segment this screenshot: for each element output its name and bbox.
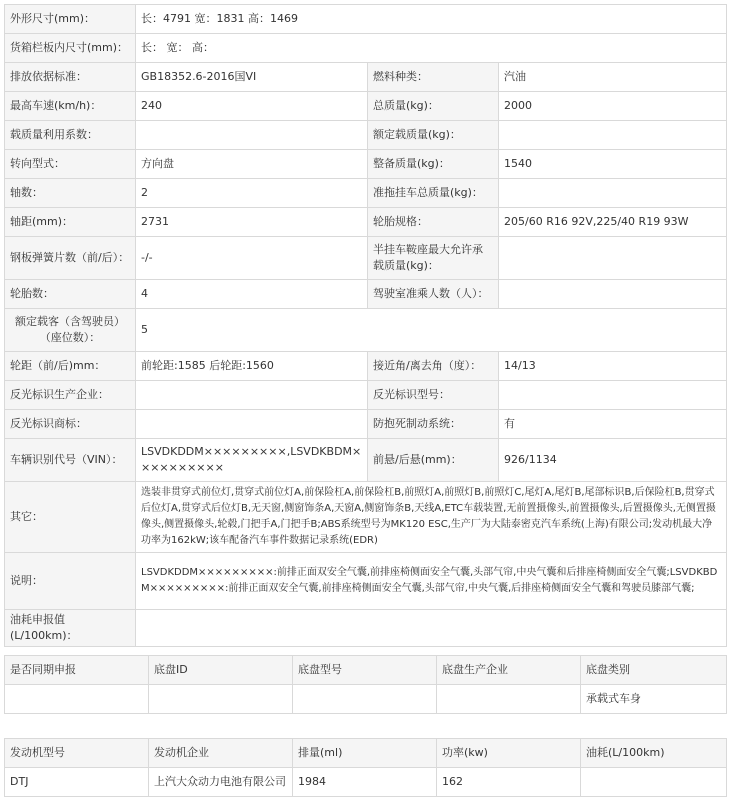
seats-value: 5: [136, 309, 727, 352]
saddle-label: 半挂车鞍座最大允许承载质量(kg)：: [368, 237, 499, 280]
overhang-value: 926/1134: [499, 439, 727, 482]
reflmodel-value: [499, 381, 727, 410]
spec-row-note: [5, 553, 727, 610]
ratedload-value: [499, 121, 727, 150]
loadutil-value: [136, 121, 368, 150]
vin-value: LSVDKDDM×××××××××,LSVDKBDM××××××××××: [136, 439, 368, 482]
chassis-header-id: 底盘ID: [149, 656, 293, 685]
spec-row-reflbrand: [5, 410, 727, 439]
tirecount-label: 轮胎数：: [5, 280, 136, 309]
cab-value: [499, 280, 727, 309]
spec-row-wheelbase: [5, 208, 727, 237]
track-label: 轮距（前/后)mm：: [5, 352, 136, 381]
engine-cell-displacement: 1984: [293, 768, 437, 797]
chassis-cell-id: [149, 685, 293, 714]
cargo-value: 长： 宽： 高：: [136, 34, 727, 63]
seats-label: 额定载客（含驾驶员）（座位数）：: [5, 309, 136, 352]
chassis-table: [4, 655, 727, 714]
overhang-label: 前悬/后悬(mm)：: [368, 439, 499, 482]
axles-value: 2: [136, 179, 368, 208]
engine-header-row: [5, 739, 727, 768]
fuelcons-label: 油耗申报值(L/100km)：: [5, 610, 136, 647]
engine-header-fuel: 油耗(L/100km): [581, 739, 727, 768]
spec-row-fuelcons: [5, 610, 727, 647]
engine-cell-maker: 上汽大众动力电池有限公司: [149, 768, 293, 797]
chassis-header-maker: 底盘生产企业: [437, 656, 581, 685]
engine-cell-power: 162: [437, 768, 581, 797]
spec-row-tirecount: [5, 280, 727, 309]
other-label: 其它：: [5, 482, 136, 553]
spec-row-track: [5, 352, 727, 381]
curbmass-value: 1540: [499, 150, 727, 179]
tire-label: 轮胎规格：: [368, 208, 499, 237]
cab-label: 驾驶室准乘人数（人）：: [368, 280, 499, 309]
chassis-header-type: 底盘类别: [581, 656, 727, 685]
axles-label: 轴数：: [5, 179, 136, 208]
spring-label: 钢板弹簧片数（前/后）：: [5, 237, 136, 280]
engine-table: [4, 738, 727, 797]
size-value: 长：4791 宽：1831 高：1469: [136, 5, 727, 34]
tire-value: 205/60 R16 92V,225/40 R19 93W: [499, 208, 727, 237]
angle-value: 14/13: [499, 352, 727, 381]
spec-row-spring: [5, 237, 727, 280]
track-value: 前轮距:1585 后轮距:1560: [136, 352, 368, 381]
chassis-cell-sync: [5, 685, 149, 714]
chassis-header-model: 底盘型号: [293, 656, 437, 685]
steering-value: 方向盘: [136, 150, 368, 179]
spec-row-steering: [5, 150, 727, 179]
loadutil-label: 载质量利用系数：: [5, 121, 136, 150]
spec-row-load: [5, 121, 727, 150]
fuel-value: 汽油: [499, 63, 727, 92]
engine-header-displacement: 排量(ml): [293, 739, 437, 768]
tirecount-value: 4: [136, 280, 368, 309]
chassis-cell-model: [293, 685, 437, 714]
saddle-value: [499, 237, 727, 280]
engine-header-power: 功率(kw): [437, 739, 581, 768]
table-row: [5, 685, 727, 714]
reflbrand-value: [136, 410, 368, 439]
curbmass-label: 整备质量(kg)：: [368, 150, 499, 179]
spec-row-reflmaker: [5, 381, 727, 410]
spring-value: -/-: [136, 237, 368, 280]
table-row: [5, 768, 727, 797]
note-label: 说明：: [5, 553, 136, 610]
reflbrand-label: 反光标识商标：: [5, 410, 136, 439]
spec-row-seats: [5, 309, 727, 352]
spec-table: [4, 4, 727, 647]
trailer-label: 准拖挂车总质量(kg)：: [368, 179, 499, 208]
wheelbase-value: 2731: [136, 208, 368, 237]
totalmass-label: 总质量(kg)：: [368, 92, 499, 121]
ratedload-label: 额定载质量(kg)：: [368, 121, 499, 150]
emission-value: GB18352.6-2016国VI: [136, 63, 368, 92]
spec-row-cargo: [5, 34, 727, 63]
reflmaker-value: [136, 381, 368, 410]
spec-row-size: [5, 5, 727, 34]
engine-cell-model: DTJ: [5, 768, 149, 797]
reflmodel-label: 反光标识型号：: [368, 381, 499, 410]
engine-cell-fuel: [581, 768, 727, 797]
maxspeed-label: 最高车速(km/h)：: [5, 92, 136, 121]
size-label: 外形尺寸(mm)：: [5, 5, 136, 34]
note-value: LSVDKDDM×××××××××:前排正面双安全气囊,前排座椅侧面安全气囊,头部气帘,中央气囊和后排座椅侧面安全气囊;LSVDKBDM×××××××××:前排正面双安全气囊,前排座椅侧面安全气囊,头部气帘,中央气囊,后排座椅侧面安全气囊和驾驶员膝部气囊;: [136, 553, 727, 610]
chassis-cell-type: 承载式车身: [581, 685, 727, 714]
trailer-value: [499, 179, 727, 208]
chassis-header-row: [5, 656, 727, 685]
spec-row-emission: [5, 63, 727, 92]
reflmaker-label: 反光标识生产企业：: [5, 381, 136, 410]
spec-row-axles: [5, 179, 727, 208]
vin-label: 车辆识别代号（VIN）：: [5, 439, 136, 482]
steering-label: 转向型式：: [5, 150, 136, 179]
engine-header-model: 发动机型号: [5, 739, 149, 768]
angle-label: 接近角/离去角（度）：: [368, 352, 499, 381]
fuelcons-value: [136, 610, 727, 647]
maxspeed-value: 240: [136, 92, 368, 121]
fuel-label: 燃料种类：: [368, 63, 499, 92]
abs-value: 有: [499, 410, 727, 439]
emission-label: 排放依据标准：: [5, 63, 136, 92]
spec-row-other: [5, 482, 727, 553]
spec-row-vin: [5, 439, 727, 482]
chassis-header-sync: 是否同期申报: [5, 656, 149, 685]
engine-header-maker: 发动机企业: [149, 739, 293, 768]
cargo-label: 货箱栏板内尺寸(mm)：: [5, 34, 136, 63]
totalmass-value: 2000: [499, 92, 727, 121]
wheelbase-label: 轴距(mm)：: [5, 208, 136, 237]
other-value: 选装非贯穿式前位灯,贯穿式前位灯A,前保险杠A,前保险杠B,前照灯A,前照灯B,前照灯C,尾灯A,尾灯B,尾部标识B,后保险杠B,贯穿式后位灯A,贯穿式后位灯B,无天窗,侧窗饰条A,天窗A,侧窗饰条B,天线A,ETC车载装置,无前置摄像头,前置摄像头,后置摄像头,无侧置摄像头,侧置摄像头,轮毂,门把手A,门把手B;ABS系统型号为MK120 ESC,生产厂为大陆泰密克汽车系统(上海)有限公司;发动机最大净功率为162kW;该车配备汽车事件数据记录系统(EDR): [136, 482, 727, 553]
spec-row-speed: [5, 92, 727, 121]
abs-label: 防抱死制动系统：: [368, 410, 499, 439]
chassis-cell-maker: [437, 685, 581, 714]
